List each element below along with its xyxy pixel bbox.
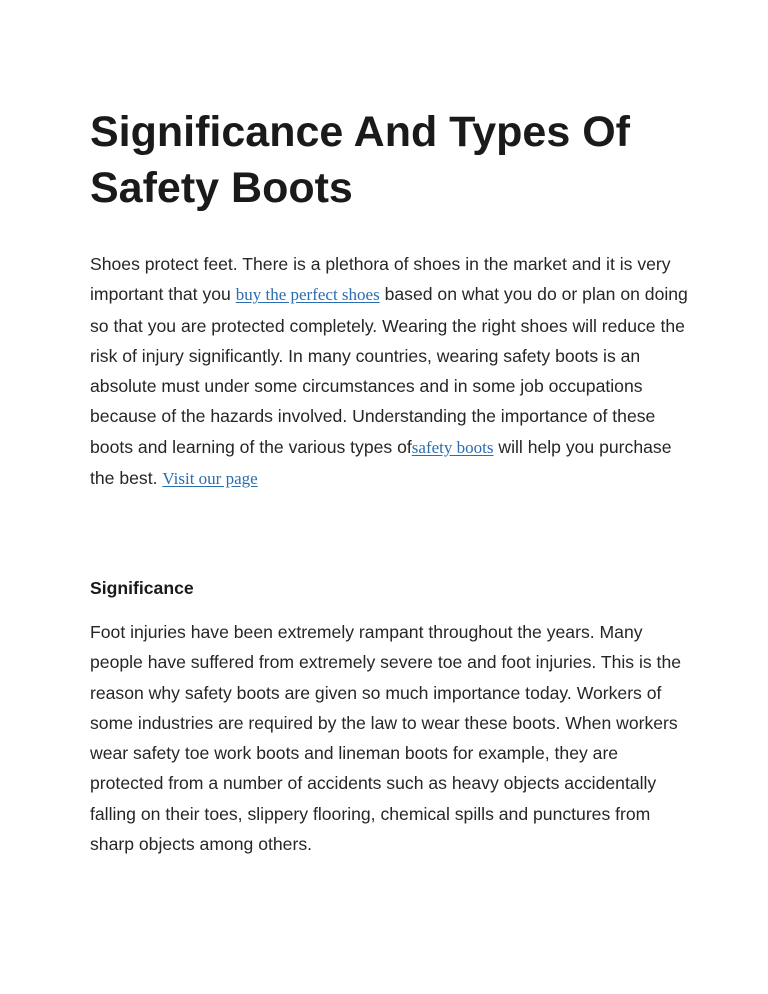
intro-paragraph <box>90 249 690 494</box>
significance-paragraph: Foot injuries have been extremely rampant throughout the years. Many people have suffered from extremely severe toe and foot injuries. This is the reason why safety boots are given so much importance today. Workers of some industries are required by the law to wear these boots. When workers wear safety toe work boots and lineman boots for example, they are protected from a number of accidents such as heavy objects accidentally falling on their toes, slippery flooring, chemical spills and punctures from sharp objects among others. <box>90 622 682 855</box>
safety-boots-link[interactable]: safety boots <box>411 437 494 457</box>
intro-text-2: based on what you do or plan on doing so that you are protected completely. Wearing the right shoes will reduce the risk of injury significantly. In many countries, wearing safety boots is an absolute must under some circumstances and in some job occupations because of the hazards involved. Understanding the importance of these boots and learning of the various types of <box>90 284 688 457</box>
intro-text-1: Shoes protect feet. There is a plethora of shoes in the market and it is very important that you <box>90 254 671 305</box>
visit-our-page-link[interactable]: Visit our page <box>162 469 258 489</box>
intro-text-3: will help you purchase the best. <box>90 436 672 489</box>
page-title: Significance And Types Of Safety Boots <box>90 108 630 212</box>
buy-perfect-shoes-link[interactable]: buy the perfect shoes <box>235 285 380 305</box>
section-heading-significance: Significance <box>90 578 194 598</box>
